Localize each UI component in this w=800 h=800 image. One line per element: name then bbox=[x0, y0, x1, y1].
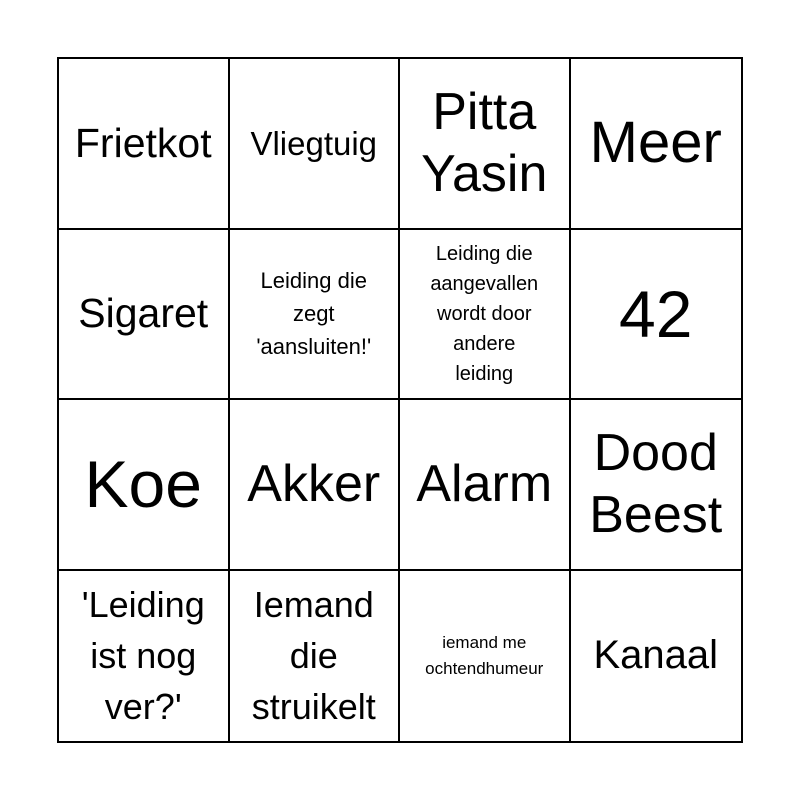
bingo-cell-label: Frietkot bbox=[74, 119, 212, 166]
bingo-cell-5[interactable] bbox=[59, 230, 230, 401]
bingo-cell-label: Dood Beest bbox=[589, 423, 723, 545]
bingo-cell-7[interactable] bbox=[400, 230, 571, 401]
bingo-cell-10[interactable] bbox=[230, 400, 401, 571]
bingo-cell-4[interactable] bbox=[571, 59, 742, 230]
bingo-cell-label: Sigaret bbox=[78, 290, 209, 337]
bingo-cell-label: Kanaal bbox=[593, 633, 719, 678]
bingo-cell-3[interactable] bbox=[400, 59, 571, 230]
bingo-cell-14[interactable] bbox=[230, 571, 401, 742]
bingo-cell-15[interactable] bbox=[400, 571, 571, 742]
bingo-cell-label: Leiding die aangevallen wordt door andere leiding bbox=[430, 242, 539, 385]
bingo-cell-11[interactable] bbox=[400, 400, 571, 571]
bingo-cell-label: 42 bbox=[619, 276, 693, 351]
bingo-board bbox=[57, 57, 743, 743]
bingo-cell-1[interactable] bbox=[59, 59, 230, 230]
bingo-cell-label: Leiding die zegt 'aansluiten!' bbox=[256, 268, 372, 360]
bingo-cell-13[interactable] bbox=[59, 571, 230, 742]
bingo-cell-6[interactable] bbox=[230, 230, 401, 401]
bingo-cell-label: Vliegtuig bbox=[250, 124, 378, 162]
bingo-cell-12[interactable] bbox=[571, 400, 742, 571]
bingo-cell-label: Alarm bbox=[416, 455, 553, 514]
bingo-cell-label: Koe bbox=[84, 447, 202, 522]
bingo-cell-label: Pitta Yasin bbox=[421, 82, 548, 204]
bingo-cell-label: Meer bbox=[589, 109, 722, 175]
bingo-cell-label: Iemand die struikelt bbox=[251, 584, 376, 728]
bingo-cell-9[interactable] bbox=[59, 400, 230, 571]
bingo-cell-8[interactable] bbox=[571, 230, 742, 401]
bingo-cell-16[interactable] bbox=[571, 571, 742, 742]
bingo-cell-2[interactable] bbox=[230, 59, 401, 230]
bingo-cell-label: 'Leiding ist nog ver?' bbox=[81, 584, 205, 728]
bingo-cell-label: Akker bbox=[247, 455, 381, 514]
bingo-cell-label: iemand me ochtendhumeur bbox=[425, 633, 544, 678]
